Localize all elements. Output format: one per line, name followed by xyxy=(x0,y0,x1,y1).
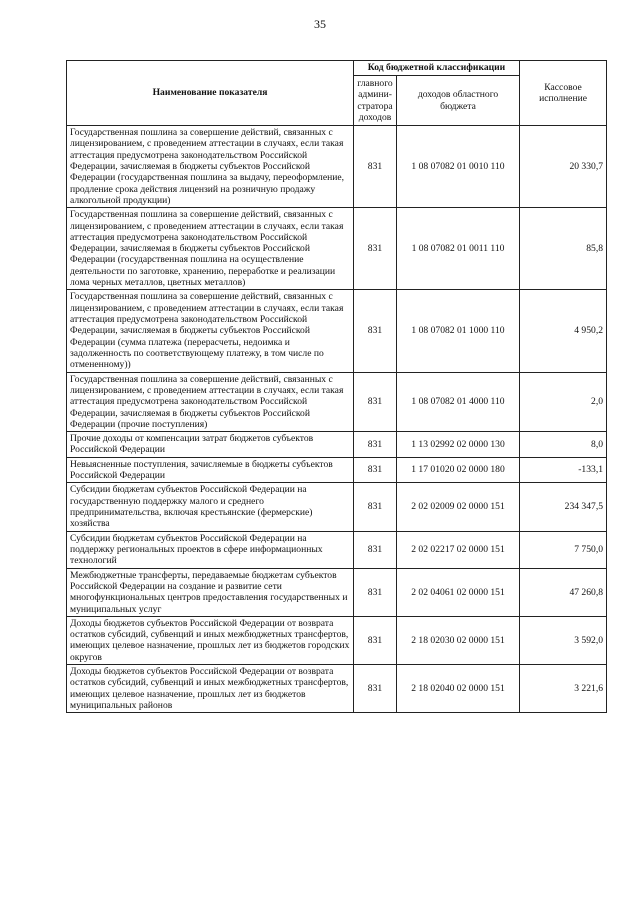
row-name: Субсидии бюджетам субъектов Российской Федерации на поддержку региональных проектов в сфере информационных технологий xyxy=(67,531,354,568)
budget-execution-table xyxy=(66,60,607,713)
table-row xyxy=(67,616,607,664)
row-income-code: 1 08 07082 01 0010 110 xyxy=(397,126,520,208)
row-income-code: 2 18 02040 02 0000 151 xyxy=(397,665,520,713)
row-amount: 3 221,6 xyxy=(520,665,607,713)
header-code-group: Код бюджетной классификации xyxy=(354,61,520,76)
row-name: Государственная пошлина за совершение действий, связанных с лицензированием, с проведением аттестации в случаях, если такая аттестация предусмотрена законодательством Российской Федерации, зачисляемая в бюджеты субъектов Российской Федерации (государственная пошлина на осуществление деятельности по заготовке, хранению, переработке и реализации лома черных металлов, цветных металлов) xyxy=(67,208,354,290)
row-name: Государственная пошлина за совершение действий, связанных с лицензированием, с проведением аттестации в случаях, если такая аттестация предусмотрена законодательством Российской Федерации, зачисляемая в бюджеты субъектов Российской Федерации (государственная пошлина за выдачу, переоформление, продление срока действия лицензий на розничную продажу алкогольной продукции) xyxy=(67,126,354,208)
row-income-code: 2 02 02217 02 0000 151 xyxy=(397,531,520,568)
row-name: Государственная пошлина за совершение действий, связанных с лицензированием, с проведением аттестации в случаях, если такая аттестация предусмотрена законодательством Российской Федерации, зачисляемая в бюджеты субъектов Российской Федерации (прочие поступления) xyxy=(67,372,354,432)
row-amount: 85,8 xyxy=(520,208,607,290)
row-amount: 20 330,7 xyxy=(520,126,607,208)
row-income-code: 2 18 02030 02 0000 151 xyxy=(397,616,520,664)
row-income-code: 2 02 04061 02 0000 151 xyxy=(397,568,520,616)
row-amount: 234 347,5 xyxy=(520,483,607,531)
table-row xyxy=(67,208,607,290)
page-number: 35 xyxy=(314,17,326,31)
table-row xyxy=(67,126,607,208)
row-income-code: 1 08 07082 01 1000 110 xyxy=(397,290,520,372)
row-admin-code: 831 xyxy=(354,208,397,290)
row-amount: 7 750,0 xyxy=(520,531,607,568)
row-name: Невыясненные поступления, зачисляемые в бюджеты субъектов Российской Федерации xyxy=(67,457,354,483)
row-admin-code: 831 xyxy=(354,126,397,208)
row-admin-code: 831 xyxy=(354,372,397,432)
row-amount: -133,1 xyxy=(520,457,607,483)
row-income-code: 1 08 07082 01 0011 110 xyxy=(397,208,520,290)
table-row xyxy=(67,457,607,483)
row-name: Межбюджетные трансферты, передаваемые бюджетам субъектов Российской Федерации на создание и развитие сети многофункциональных центров предоставления государственных и муниципальных услуг xyxy=(67,568,354,616)
table-row xyxy=(67,531,607,568)
header-name: Наименование показателя xyxy=(67,61,354,126)
row-admin-code: 831 xyxy=(354,483,397,531)
row-income-code: 1 17 01020 02 0000 180 xyxy=(397,457,520,483)
row-admin-code: 831 xyxy=(354,616,397,664)
row-amount: 3 592,0 xyxy=(520,616,607,664)
row-name: Доходы бюджетов субъектов Российской Федерации от возврата остатков субсидий, субвенций и иных межбюджетных трансфертов, имеющих целевое назначение, прошлых лет из бюджетов муниципальных районов xyxy=(67,665,354,713)
row-amount: 2,0 xyxy=(520,372,607,432)
row-amount: 8,0 xyxy=(520,432,607,458)
row-name: Субсидии бюджетам субъектов Российской Федерации на государственную поддержку малого и среднего предпринимательства, включая крестьянские (фермерские) хозяйства xyxy=(67,483,354,531)
row-income-code: 1 13 02992 02 0000 130 xyxy=(397,432,520,458)
row-admin-code: 831 xyxy=(354,432,397,458)
row-name: Прочие доходы от компенсации затрат бюджетов субъектов Российской Федерации xyxy=(67,432,354,458)
row-amount: 47 260,8 xyxy=(520,568,607,616)
table-header xyxy=(67,61,607,126)
header-amount: Кассовое исполнение xyxy=(520,61,607,126)
row-name: Доходы бюджетов субъектов Российской Федерации от возврата остатков субсидий, субвенций и иных межбюджетных трансфертов, имеющих целевое назначение, прошлых лет из бюджетов городских округов xyxy=(67,616,354,664)
table-body xyxy=(67,126,607,713)
table-row xyxy=(67,290,607,372)
header-admin: главного админи-стратора доходов xyxy=(354,76,397,126)
row-admin-code: 831 xyxy=(354,290,397,372)
table-row xyxy=(67,568,607,616)
table-row xyxy=(67,483,607,531)
row-name: Государственная пошлина за совершение действий, связанных с лицензированием, с проведением аттестации в случаях, если такая аттестация предусмотрена законодательством Российской Федерации, зачисляемая в бюджеты субъектов Российской Федерации (сумма платежа (перерасчеты, недоимка и задолженность по соответствующему платежу, в том числе по отмененному)) xyxy=(67,290,354,372)
row-income-code: 2 02 02009 02 0000 151 xyxy=(397,483,520,531)
row-admin-code: 831 xyxy=(354,457,397,483)
row-admin-code: 831 xyxy=(354,531,397,568)
table-row xyxy=(67,372,607,432)
header-income: доходов областного бюджета xyxy=(397,76,520,126)
row-income-code: 1 08 07082 01 4000 110 xyxy=(397,372,520,432)
table-row xyxy=(67,432,607,458)
table-row xyxy=(67,665,607,713)
row-amount: 4 950,2 xyxy=(520,290,607,372)
row-admin-code: 831 xyxy=(354,568,397,616)
row-admin-code: 831 xyxy=(354,665,397,713)
